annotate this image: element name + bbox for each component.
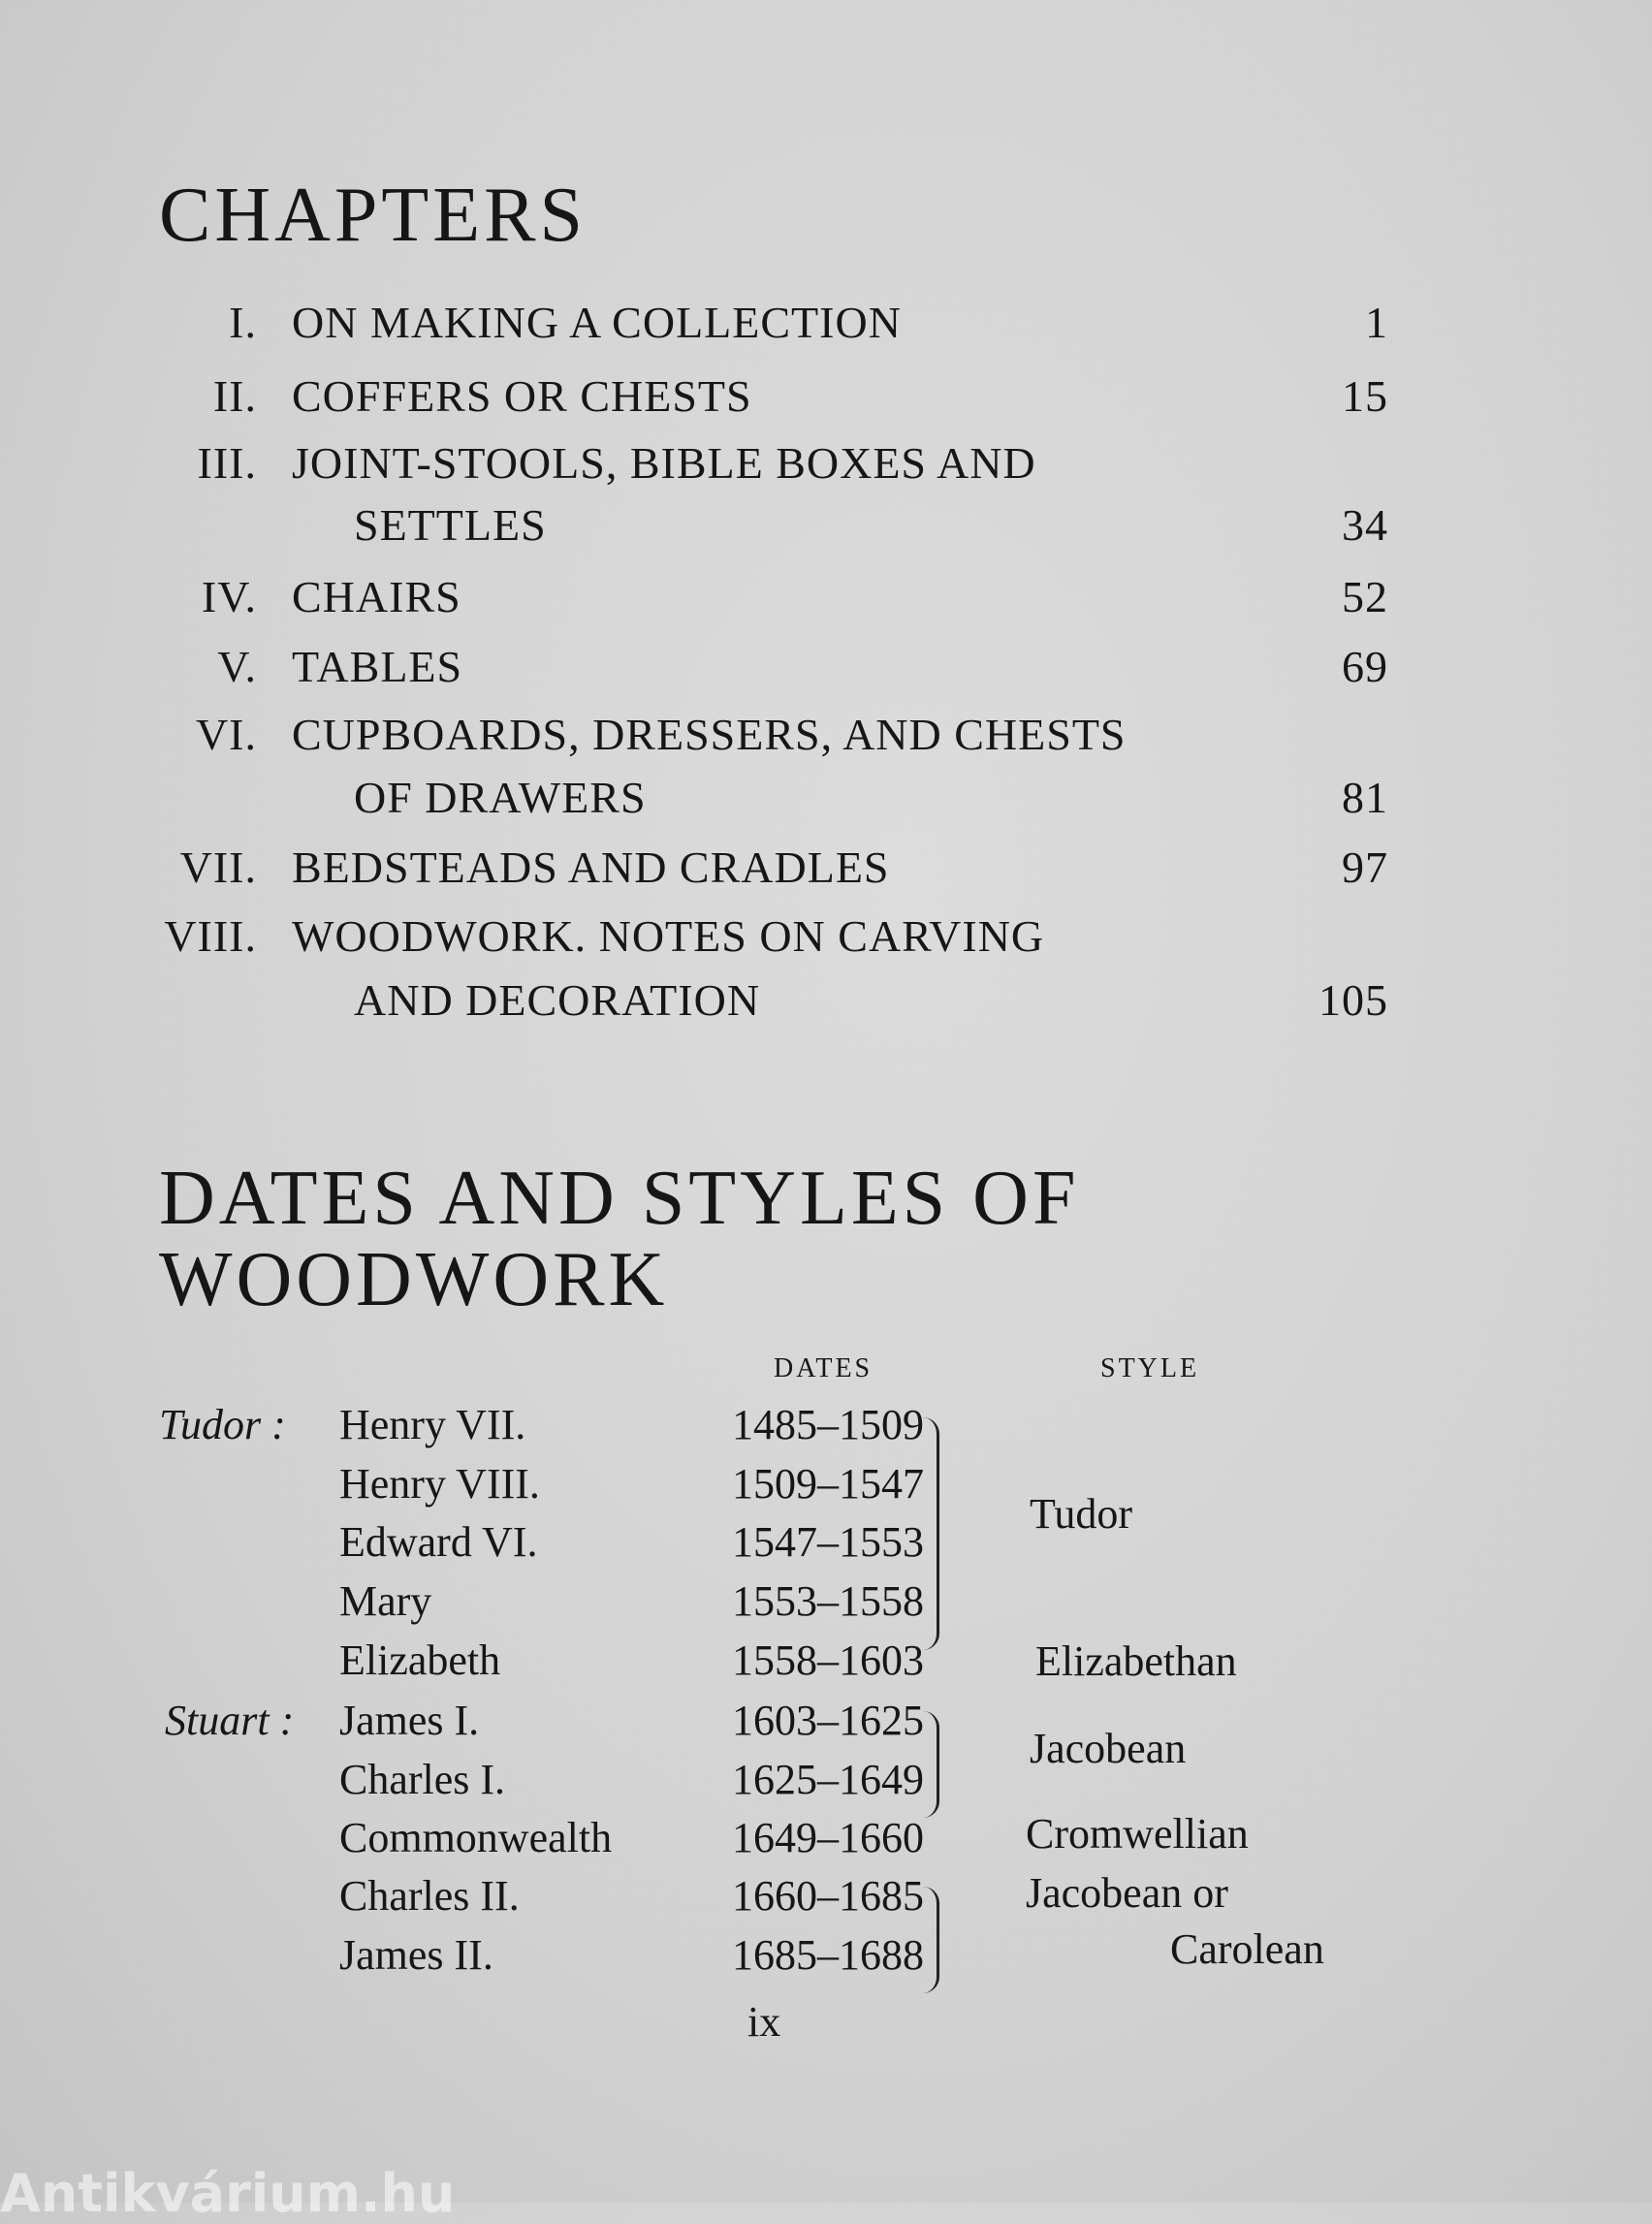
chapter-number: IV. xyxy=(201,572,257,621)
chapter-title: WOODWORK. NOTES ON CARVING xyxy=(292,911,1045,961)
reign-dates: 1660–1685 xyxy=(732,1872,924,1920)
brace-tudor xyxy=(923,1417,939,1650)
column-header-dates: DATES xyxy=(774,1353,874,1383)
reign-name: Charles II. xyxy=(339,1872,520,1920)
chapter-page: 52 xyxy=(1342,572,1388,621)
chapter-page: 34 xyxy=(1342,500,1388,550)
reign-name: Charles I. xyxy=(339,1756,506,1803)
chapter-number: I. xyxy=(229,298,257,347)
chapter-title: CUPBOARDS, DRESSERS, AND CHESTS xyxy=(292,710,1127,759)
style-jacobean: Jacobean xyxy=(1030,1725,1187,1772)
dates-heading-line2: WOODWORK xyxy=(159,1237,669,1322)
dates-heading-line1: DATES AND STYLES OF xyxy=(159,1156,1080,1241)
reign-dates: 1547–1553 xyxy=(732,1518,924,1566)
reign-dates: 1603–1625 xyxy=(732,1697,924,1744)
style-carolean: Carolean xyxy=(1170,1925,1324,1973)
column-header-style: STYLE xyxy=(1100,1353,1200,1383)
chapter-title-continued: SETTLES xyxy=(354,500,547,550)
chapter-title: COFFERS OR CHESTS xyxy=(292,371,752,421)
page-number: ix xyxy=(747,1998,781,2046)
reign-name: James I. xyxy=(339,1697,480,1744)
reign-name: James II. xyxy=(339,1931,493,1979)
chapter-title-continued: AND DECORATION xyxy=(354,975,761,1025)
style-jacobean-or: Jacobean or xyxy=(1026,1869,1228,1917)
chapter-title: ON MAKING A COLLECTION xyxy=(292,298,902,347)
chapter-number: III. xyxy=(197,438,257,488)
chapter-title-continued: OF DRAWERS xyxy=(354,773,647,822)
chapter-page: 1 xyxy=(1365,298,1388,347)
chapter-page: 81 xyxy=(1342,773,1388,822)
chapter-page: 15 xyxy=(1342,371,1388,421)
chapter-page: 105 xyxy=(1318,975,1388,1025)
chapter-title: TABLES xyxy=(292,642,463,691)
reign-dates: 1509–1547 xyxy=(732,1460,924,1508)
reign-dates: 1649–1660 xyxy=(732,1814,924,1861)
group-label-stuart: Stuart : xyxy=(165,1697,295,1744)
chapter-number: VI. xyxy=(195,710,257,759)
reign-name: Mary xyxy=(339,1577,432,1625)
chapter-page: 97 xyxy=(1342,842,1388,892)
reign-name: Edward VI. xyxy=(339,1518,538,1566)
reign-dates: 1553–1558 xyxy=(732,1577,924,1625)
reign-name: Henry VIII. xyxy=(339,1460,540,1508)
chapter-number: VII. xyxy=(179,842,257,892)
brace-carolean xyxy=(923,1887,939,1993)
reign-name: Henry VII. xyxy=(339,1401,526,1448)
chapter-number: V. xyxy=(217,642,257,691)
reign-dates: 1685–1688 xyxy=(732,1931,924,1979)
brace-jacobean xyxy=(923,1711,939,1818)
chapter-title: BEDSTEADS AND CRADLES xyxy=(292,842,890,892)
style-cromwellian: Cromwellian xyxy=(1026,1810,1249,1858)
reign-name: Commonwealth xyxy=(339,1814,613,1861)
reign-dates: 1625–1649 xyxy=(732,1756,924,1803)
chapters-heading: CHAPTERS xyxy=(159,173,587,258)
group-label-tudor: Tudor : xyxy=(159,1401,286,1448)
chapter-page: 69 xyxy=(1342,642,1388,691)
chapter-title: CHAIRS xyxy=(292,572,461,621)
chapter-title: JOINT-STOOLS, BIBLE BOXES AND xyxy=(292,438,1036,488)
watermark: Antikvárium.hu xyxy=(0,2163,456,2224)
reign-dates: 1485–1509 xyxy=(732,1401,924,1448)
style-elizabethan: Elizabethan xyxy=(1035,1637,1237,1685)
chapter-number: II. xyxy=(212,371,257,421)
chapter-number: VIII. xyxy=(164,911,257,961)
reign-name: Elizabeth xyxy=(339,1636,501,1684)
style-tudor: Tudor xyxy=(1030,1490,1132,1538)
reign-dates: 1558–1603 xyxy=(732,1636,924,1684)
